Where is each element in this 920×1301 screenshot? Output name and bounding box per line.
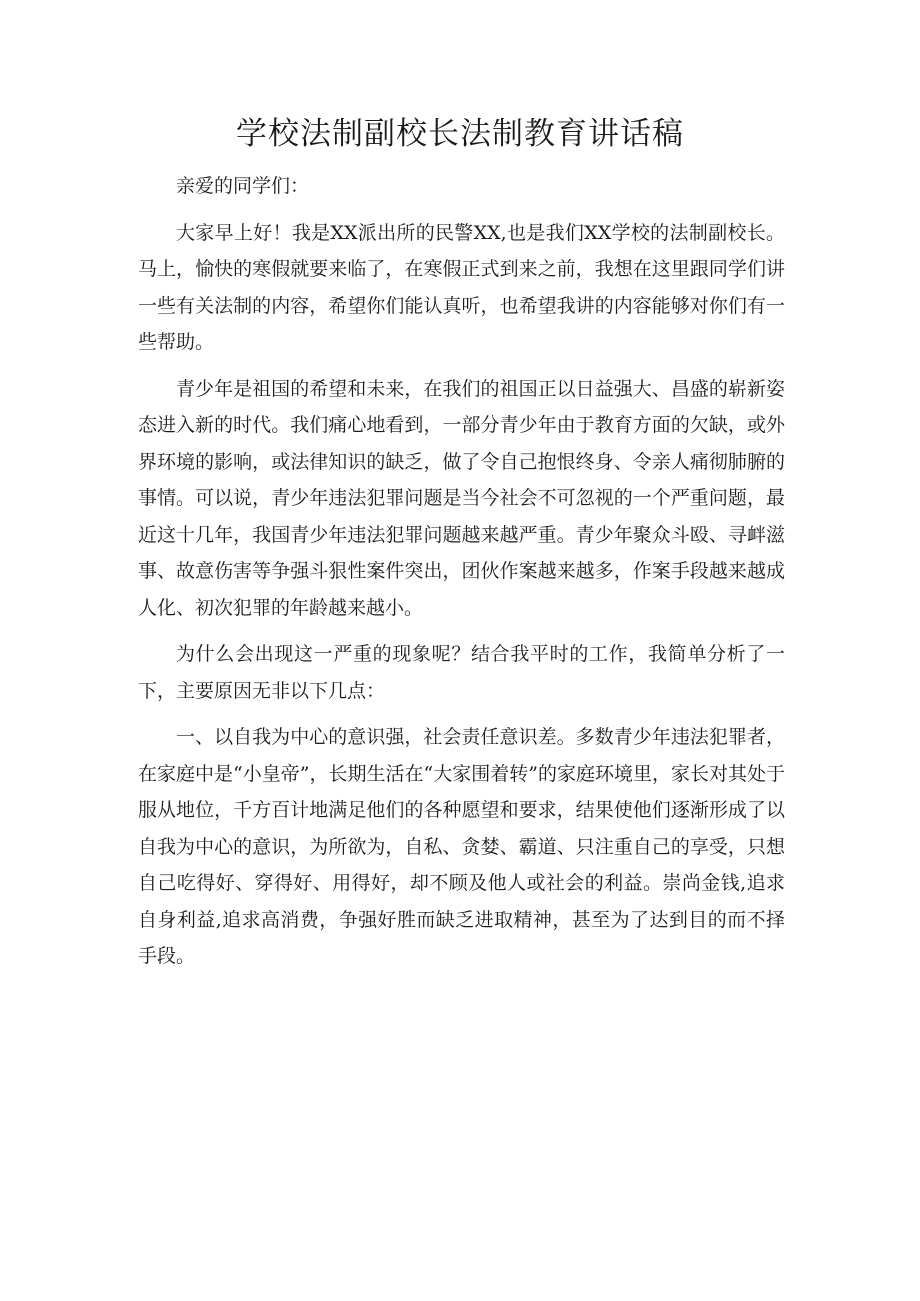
paragraph-causes-question: 为什么会出现这一严重的现象呢？结合我平时的工作，我简单分析了一下，主要原因无非以下几点：: [138, 643, 785, 702]
paragraph-introduction: 大家早上好！我是XX派出所的民警XX,也是我们XX学校的法制副校长。马上，愉快的寒假就要来临了，在寒假正式到来之前，我想在这里跟同学们讲一些有关法制的内容，希望你们能认真听，也希望我讲的内容能够对你们有一些帮助。: [138, 221, 785, 353]
paragraph-cause-one: 一、以自我为中心的意识强，社会责任意识差。多数青少年违法犯罪者，在家庭中是“小皇帝”，长期生活在“大家围着转”的家庭环境里，家长对其处于服从地位，千方百计地满足他们的各种愿望和要求，结果使他们逐渐形成了以自我为中心的意识，为所欲为，自私、贪婪、霸道、只注重自己的享受，只想自己吃得好、穿得好、用得好，却不顾及他人或社会的利益。崇尚金钱,追求自身利益,追求高消费，争强好胜而缺乏进取精神，甚至为了达到目的而不择手段。: [138, 726, 785, 967]
paragraph-greeting: 亲爱的同学们：: [176, 175, 310, 197]
document-body: [138, 168, 785, 985]
paragraph-youth-crime: 青少年是祖国的希望和未来，在我们的祖国正以日益强大、昌盛的崭新姿态进入新的时代。我们痛心地看到，一部分青少年由于教育方面的欠缺，或外界环境的影响，或法律知识的缺乏，做了令自己抱恨终身、令亲人痛彻肺腑的事情。可以说，青少年违法犯罪问题是当今社会不可忽视的一个严重问题，最近这十几年，我国青少年违法犯罪问题越来越严重。青少年聚众斗殴、寻衅滋事、故意伤害等争强斗狠性案件突出，团伙作案越来越多，作案手段越来越成人化、初次犯罪的年龄越来越小。: [138, 377, 785, 619]
document-title: 学校法制副校长法制教育讲话稿: [236, 116, 684, 152]
